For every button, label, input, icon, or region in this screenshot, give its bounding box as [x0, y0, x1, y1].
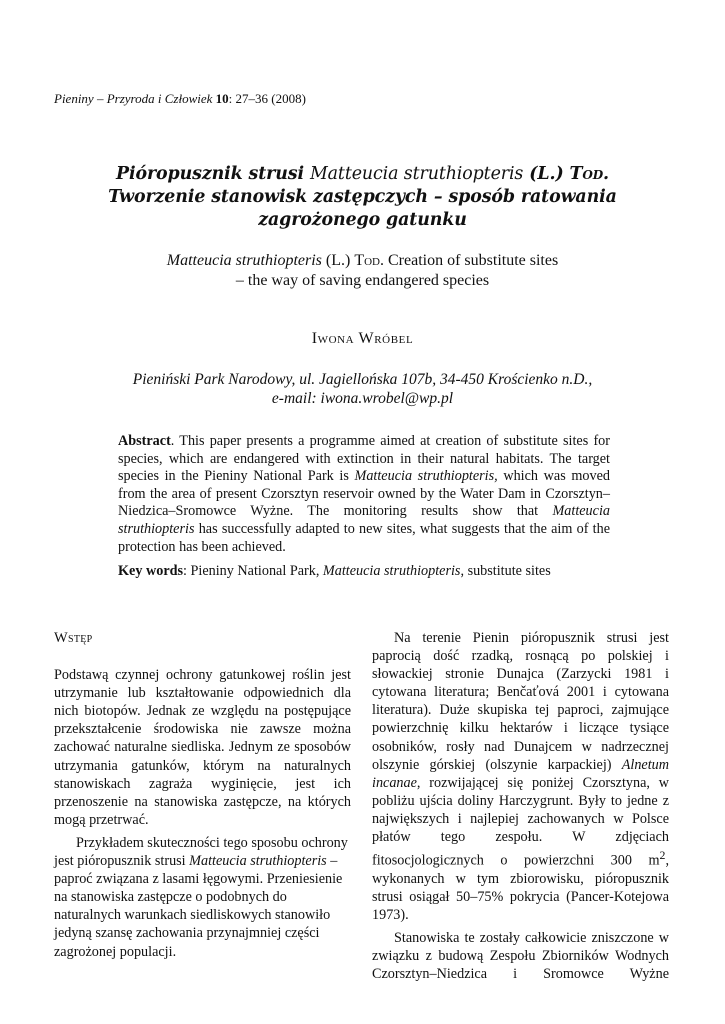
right-paragraph-1-text-c: , wykonanych w tym zbiorowisku, pióropusznik strusi osiągał 50–75% pokrycia (Pancer-Kotejowa 1973). [372, 852, 669, 924]
section-heading: Wstęp [54, 630, 93, 646]
abstract [118, 433, 610, 556]
right-paragraph-1-species: Alnetum incanae [372, 756, 669, 791]
abstract-species-2: Matteucia struthiopteris [118, 503, 610, 537]
title-line-1 [40, 163, 685, 186]
english-title-line-2: – the way of saving endangered species [235, 272, 490, 289]
author-name: Iwona Wróbel [311, 330, 414, 347]
affiliation [60, 370, 665, 408]
abstract-label: Abstract [118, 433, 171, 449]
journal-volume: 10 [215, 91, 229, 106]
intro-paragraph-2-text-a: Przykładem skuteczności tego sposobu ochrony jest pióropusznik strusi [54, 834, 348, 870]
keywords [118, 563, 610, 580]
affiliation-address: Pieniński Park Narodowy, ul. Jagiellońska 107b, 34-450 Krościenko n.D., [132, 371, 593, 388]
abstract-species-1: Matteucia struthiopteris, [354, 468, 498, 485]
keywords-text-1: : Pieniny National Park, [183, 563, 323, 579]
title-line-2: Tworzenie stanowisk zastępczych – sposób ratowania [108, 187, 617, 207]
abstract-text-2: which was moved from the area of present Czorsztyn reservoir owned by the Water Dam in Czorsztyn–Niedzica–Sromowce Wyżne. The monitoring results show that [118, 468, 610, 520]
journal-series: Pieniny – Przyroda i Człowiek [54, 91, 213, 106]
english-title-rest: . Creation of substitute sites [380, 252, 559, 269]
english-title [60, 251, 665, 291]
abstract-text-1: . This paper presents a programme aimed at creation of substitute sites for species, which are endangered with extinction in their natural habitats. The target species in the Pieniny National Park is [118, 433, 610, 485]
abstract-text-3: has successfully adapted to new sites, what suggests that the aim of the protection has been achieved. [118, 520, 610, 555]
title-latin-name: Matteucia struthiopteris [309, 164, 524, 184]
title-common-name: Pióropusznik strusi [115, 164, 304, 184]
english-title-l: (L.) [325, 252, 351, 269]
right-column [372, 629, 669, 984]
right-paragraph-1-superscript: 2 [659, 848, 666, 863]
english-title-latin: Matteucia struthiopteris [166, 252, 322, 269]
intro-paragraph-2-species: Matteucia struthiopteris [189, 853, 327, 870]
english-title-line-1 [60, 251, 665, 271]
journal-citation [54, 91, 306, 107]
keywords-species: Matteucia struthiopteris [322, 563, 461, 579]
english-title-authority: Tod [354, 252, 380, 269]
title-line-3: zagrożonego gatunku [258, 210, 467, 230]
right-paragraph-1-text-a: Na terenie Pienin pióropusznik strusi jest paprocią dość rzadką, rosnącą po polskiej i słowackiej stronie Dunajca (Zarzycki 1981 i cytowana literatura; Benčaťová 2001 i cytowana literatura). Duże skupiska tej paproci, zajmujące powierzchnię kilku hektarów i liczące tysiące osobników, rosły nad Dunajcem w nadrzecznej olszynie górskiej (olszynie karpackiej) [372, 630, 669, 773]
right-paragraph-2: Stanowiska te zostały całkowicie zniszczone w związku z budową Zespołu Zbiorników Wodnych Czorsztyn–Niedzica i Sromowce Wyżne [372, 930, 669, 983]
title-author-abbr: (L.) [529, 164, 564, 184]
intro-paragraph-1: Podstawą czynnej ochrony gatunkowej roślin jest utrzymanie lub kształtowanie odpowiednich dla nich biotopów. Jednak ze względu na postępujące przekształcenie środowiska nie zawsze można zachować naturalne siedliska. Jednym ze sposobów utrzymania gatunków, którym na naturalnych stanowiskach zagraża wyginięcie, jest ich przenoszenie na stanowiska zastępcze, na których mogą przetrwać. [54, 667, 351, 828]
keywords-label: Key words [118, 563, 184, 579]
right-paragraph-1 [372, 629, 669, 924]
article-title [40, 163, 685, 232]
affiliation-email: e-mail: iwona.wrobel@wp.pl [271, 390, 454, 407]
journal-pages: : 27–36 (2008) [228, 91, 306, 106]
intro-paragraph-2-text-b: – paproć związana z lasami łęgowymi. Przeniesienie na stanowiska zastępcze o podobnych do naturalnych warunkach siedliskowych stanowiło jedyną szansę zachowania przynajmniej części zagrożonej populacji. [54, 853, 343, 960]
keywords-text-2: , substitute sites [460, 563, 551, 579]
title-authority: Tod. [569, 164, 610, 184]
left-column [54, 629, 351, 961]
right-paragraph-1-text-b: , rozwijającej się poniżej Czorsztyna, w pobliżu ujścia doliny Harczygrunt. Były to jedne z największych i najlepiej zachowanych w Polsce płatów tego zespołu. W zdjęciach fitosocjologicznych o powierzchni 300 m [372, 774, 669, 869]
intro-paragraph-2 [54, 834, 351, 961]
